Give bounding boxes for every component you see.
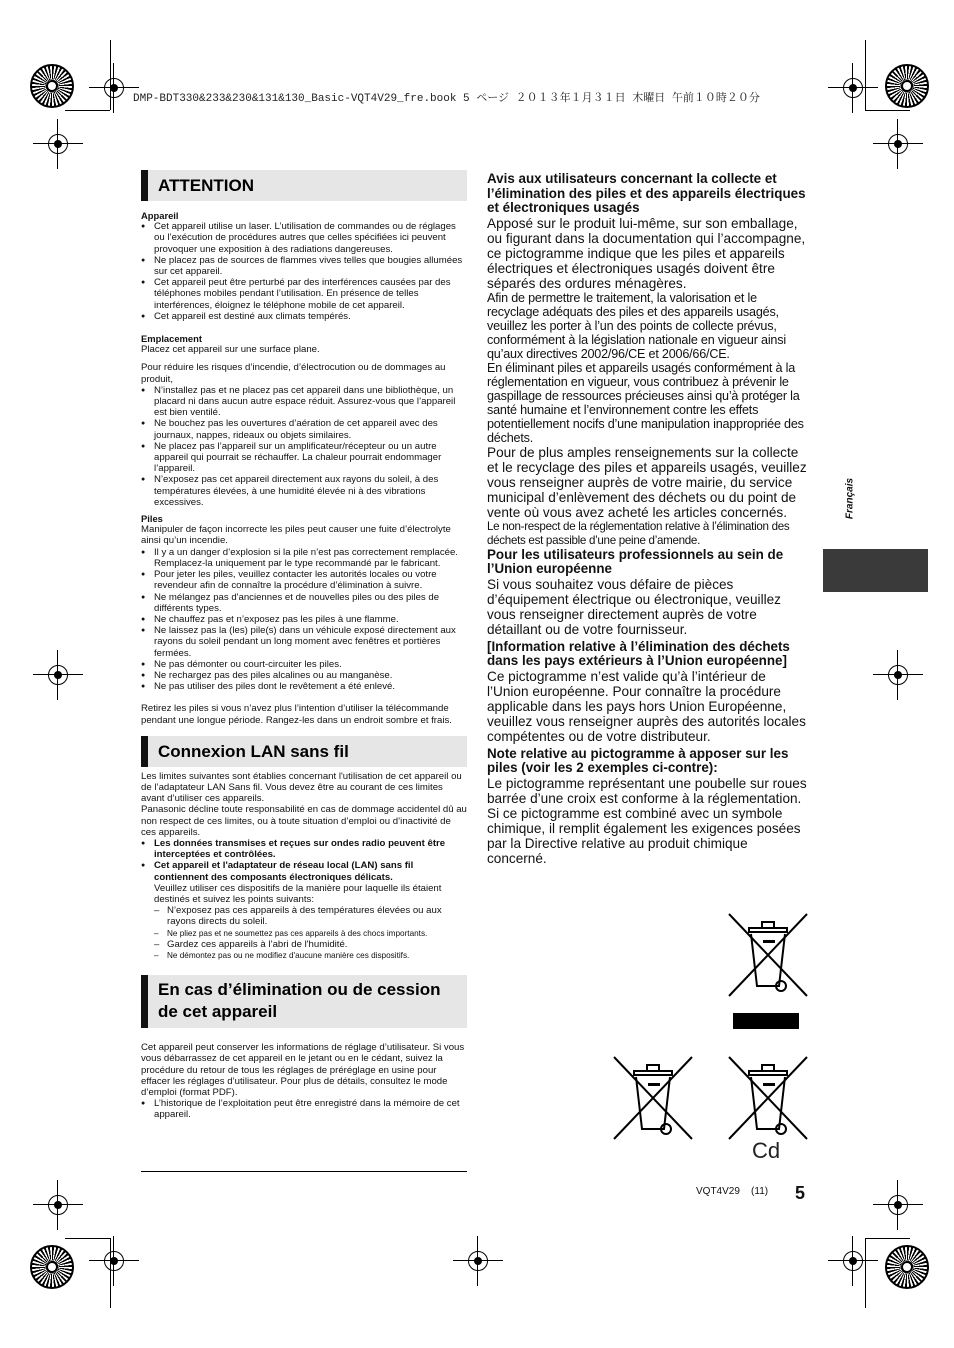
list-item: ● Cet appareil utilise un laser. L’utilisation de commandes ou de réglages ou l’exécution de procédures autres que celles spécifiées ici peuvent provoquer une exposition à des radiations dangereuses. bbox=[141, 221, 467, 255]
piles-list bbox=[141, 547, 467, 693]
list-item: – Ne pliez pas et ne soumettez pas ces appareils à des chocs importants. bbox=[154, 928, 467, 939]
trim-mark bbox=[865, 1238, 910, 1239]
page-number: 5 bbox=[795, 1183, 806, 1203]
language-label: Français bbox=[844, 477, 856, 520]
doc-code: VQT4V29 bbox=[696, 1186, 740, 1197]
emplacement-intro2: Pour réduire les risques d’incendie, d’électrocution ou de dommages au produit, bbox=[141, 362, 446, 385]
list-item: ● L’historique de l’exploitation peut être enregistré dans la mémoire de cet appareil. bbox=[141, 1098, 467, 1120]
registration-mark-icon bbox=[838, 73, 868, 103]
crossed-bin-icon bbox=[612, 1053, 694, 1143]
crossed-bin-icon bbox=[727, 1053, 809, 1143]
list-item: ● Il y a un danger d’explosion si la pile n’est pas correctement remplacée. Remplacez-la uniquement par le type recommandé par le fabricant. bbox=[141, 547, 467, 569]
attention-heading: ATTENTION bbox=[141, 170, 467, 201]
emplacement-intro: Placez cet appareil sur une surface plane. bbox=[141, 344, 320, 356]
lan-heading: Connexion LAN sans fil bbox=[141, 736, 467, 767]
appareil-subheading: Appareil bbox=[141, 210, 179, 221]
list-item: ● N’installez pas et ne placez pas cet appareil dans une bibliothèque, un placard ni dans aucun autre espace réduit. Assurez-vous que l’appareil est bien ventilé. bbox=[141, 385, 467, 419]
registration-mark-icon bbox=[43, 660, 73, 690]
elimination-list bbox=[141, 1098, 467, 1120]
registration-mark-icon bbox=[99, 73, 129, 103]
avis-paragraph: Pour de plus amples renseignements sur la collecte et le recyclage des piles et appareils usagés, veuillez vous renseigner auprès de votre mairie, du service municipal d’enlèvement des déchets ou du point de vente où vous avez acheté les articles concernés. bbox=[487, 444, 807, 520]
emplacement-list bbox=[141, 385, 467, 508]
note-text: Le pictogramme représentant une poubelle sur roues barrée d’une croix est conforme à la réglementation. Si ce pictogramme est combiné avec un symbole chimique, il remplit également les exigences posées par la Directive relative au produit chimique concerné. bbox=[487, 775, 807, 866]
lan-dash-list bbox=[154, 905, 467, 961]
registration-mark-icon bbox=[883, 1190, 913, 1220]
list-item: ● Ne pas utiliser des piles dont le revêtement a été enlevé. bbox=[141, 681, 467, 692]
list-item: ● Ne pas démonter ou court-circuiter les piles. bbox=[141, 659, 467, 670]
starburst-mark-icon bbox=[885, 1245, 929, 1289]
starburst-mark-icon bbox=[885, 64, 929, 108]
avis-heading: Avis aux utilisateurs concernant la collecte et l’élimination des piles et des appareils électriques et électroniques usagés bbox=[487, 171, 806, 215]
footer-code bbox=[696, 1186, 768, 1197]
list-item: ● Ne bouchez pas les ouvertures d’aération de cet appareil avec des journaux, nappes, rideaux ou objets similaires. bbox=[141, 418, 467, 440]
list-item: ● Ne laissez pas la (les) pile(s) dans un véhicule exposé directement aux rayons du soleil pendant un long moment avec fenêtres et portières fermées. bbox=[141, 625, 467, 659]
list-item: ● Les données transmises et reçues sur ondes radio peuvent être interceptées et contrôlées. bbox=[141, 838, 467, 860]
registration-mark-icon bbox=[99, 1246, 129, 1276]
black-bar bbox=[733, 1013, 799, 1029]
list-item: ● Ne rechargez pas des piles alcalines ou au manganèse. bbox=[141, 670, 467, 681]
trim-mark bbox=[65, 1238, 110, 1239]
starburst-mark-icon bbox=[30, 64, 74, 108]
appareil-list bbox=[141, 221, 467, 322]
ext-text: Ce pictogramme n’est valide qu’à l’intérieur de l’Union européenne. Pour connaître la procédure applicable dans les pays hors Union Européenne, veuillez vous renseigner auprès des autorités locales compétentes ou de votre distributeur. bbox=[487, 668, 806, 744]
avis-paragraph: Afin de permettre le traitement, la valorisation et le recyclage adéquats des piles et des appareils usagés, veuillez les porter à l’un des points de collecte prévus, conformément à la législation nationale en vigueur ainsi qu’aux directives 2002/96/CE et 2006/66/CE. bbox=[487, 290, 786, 361]
registration-mark-icon bbox=[43, 129, 73, 159]
avis-paragraph: Apposé sur le produit lui-même, sur son emballage, ou figurant dans la documentation qui l’accompagne, ce pictogramme indique que les piles et appareils électriques et électroniques usagés doivent être séparés des ordures ménagères. bbox=[487, 215, 806, 291]
trim-mark bbox=[65, 110, 110, 111]
list-item: – N’exposez pas ces appareils à des températures élevées ou aux rayons directs du soleil. bbox=[154, 905, 467, 927]
list-item: ● Pour jeter les piles, veuillez contacter les autorités locales ou votre revendeur afin de connaître la procédure d’élimination à suivre. bbox=[141, 569, 467, 591]
piles-subheading: Piles bbox=[141, 513, 163, 525]
list-item: ● Cet appareil peut être perturbé par des interférences causées par des téléphones mobiles pendant l’utilisation. En présence de telles interférences, éloignez le téléphone mobile de cet appareil. bbox=[141, 277, 467, 311]
crossed-bin-icon bbox=[727, 910, 809, 1000]
starburst-mark-icon bbox=[30, 1245, 74, 1289]
lan-bold-text: Cet appareil et l'adaptateur de réseau local (LAN) sans fil contiennent des composants électroniques délicats. bbox=[154, 860, 414, 883]
list-item: ● Ne placez pas l’appareil sur un amplificateur/récepteur ou un autre appareil qui pourrait se réchauffer. La chaleur pourrait endommager l’appareil. bbox=[141, 441, 467, 475]
ext-heading: [Information relative à l’élimination des déchets dans les pays extérieurs à l’Union européenne] bbox=[487, 638, 790, 668]
list-item bbox=[141, 860, 467, 905]
lan-body-text: Veuillez utiliser ces dispositifs de la manière pour laquelle ils étaient destinés et suivez les points suivants: bbox=[154, 882, 442, 905]
list-item: ● Cet appareil est destiné aux climats tempérés. bbox=[141, 311, 467, 322]
list-item: – Gardez ces appareils à l’abri de l'humidité. bbox=[154, 939, 467, 950]
registration-mark-icon bbox=[463, 1246, 493, 1276]
lan-intro: Les limites suivantes sont établies concernant l'utilisation de cet appareil ou de l’adaptateur LAN Sans fil. Vous devez être au courant de ces limites avant d’utiliser ces appareils. bbox=[141, 770, 462, 805]
elimination-intro: Cet appareil peut conserver les informations de réglage d’utilisateur. Si vous vous débarrassez de cet appareil en le jetant ou en le cédant, suivez la procédure du retour de tous les réglages de préréglage en usine pour effacer les réglages d’utilisateur. Pour plus de détails, consultez le mode d’emploi (format PDF). bbox=[141, 1042, 465, 1098]
lan-list bbox=[141, 838, 467, 905]
list-item: – Ne démontez pas ou ne modifiez d'aucune manière ces dispositifs. bbox=[154, 950, 467, 961]
trim-mark bbox=[865, 110, 910, 111]
registration-mark-icon bbox=[838, 1246, 868, 1276]
left-column bbox=[141, 170, 467, 1121]
list-item: ● N’exposez pas cet appareil directement aux rayons du soleil, à des températures élevées, à une humidité élevée ni à des vibrations excessives. bbox=[141, 474, 467, 508]
list-item: ● Ne mélangez pas d'anciennes et de nouvelles piles ou des piles de différents types. bbox=[141, 592, 467, 614]
registration-mark-icon bbox=[43, 1190, 73, 1220]
list-item: ● Ne placez pas de sources de flammes vives telles que bougies allumées sur cet appareil. bbox=[141, 255, 467, 277]
chemical-symbol: Cd bbox=[752, 1138, 781, 1163]
avis-paragraph: Le non-respect de la réglementation relative à l’élimination des déchets est passible d’une peine d’amende. bbox=[487, 519, 790, 547]
lan-intro2: Panasonic décline toute responsabilité en cas de dommage accidentel dû au non respect de ces limites, ou à toute situation d’emploi ou d’inactivité de ces appareils. bbox=[141, 804, 467, 838]
emplacement-subheading: Emplacement bbox=[141, 333, 202, 345]
list-item: ● Ne chauffez pas et n’exposez pas les piles à une flamme. bbox=[141, 614, 467, 625]
elimination-heading: En cas d’élimination ou de cession de cet appareil bbox=[141, 975, 467, 1028]
pro-text: Si vous souhaitez vous défaire de pièces d’équipement électrique ou électronique, veuillez vous renseigner directement auprès de votre détaillant ou de votre fournisseur. bbox=[487, 576, 781, 637]
note-heading: Note relative au pictogramme à apposer sur les piles (voir les 2 exemples ci-contre): bbox=[487, 745, 789, 775]
divider bbox=[141, 1171, 467, 1172]
piles-intro: Manipuler de façon incorrecte les piles peut causer une fuite d’électrolyte ainsi qu’un incendie. bbox=[141, 524, 451, 547]
piles-outro: Retirez les piles si vous n’avez plus l’intention d’utiliser la télécommande pendant une longue période. Rangez-les dans un endroit sombre et frais. bbox=[141, 703, 452, 726]
pro-heading: Pour les utilisateurs professionnels au sein de l’Union européenne bbox=[487, 546, 784, 576]
registration-mark-icon bbox=[883, 129, 913, 159]
language-tab bbox=[823, 549, 928, 592]
doc-subpage: (11) bbox=[751, 1186, 769, 1197]
avis-paragraph: En éliminant piles et appareils usagés conformément à la réglementation en vigueur, vous contribuez à prévenir le gaspillage de ressources précieuses ainsi qu’à protéger la santé humaine et l’environnement contre les effets potentiellement nocifs d’une manipulation inappropriée des déchets. bbox=[487, 360, 804, 445]
registration-mark-icon bbox=[883, 660, 913, 690]
print-header: DMP-BDT330&233&230&131&130_Basic-VQT4V29_fre.book 5 ページ ２０１３年１月３１日 木曜日 午前１０時２０分 bbox=[133, 93, 760, 105]
right-column bbox=[487, 172, 809, 866]
